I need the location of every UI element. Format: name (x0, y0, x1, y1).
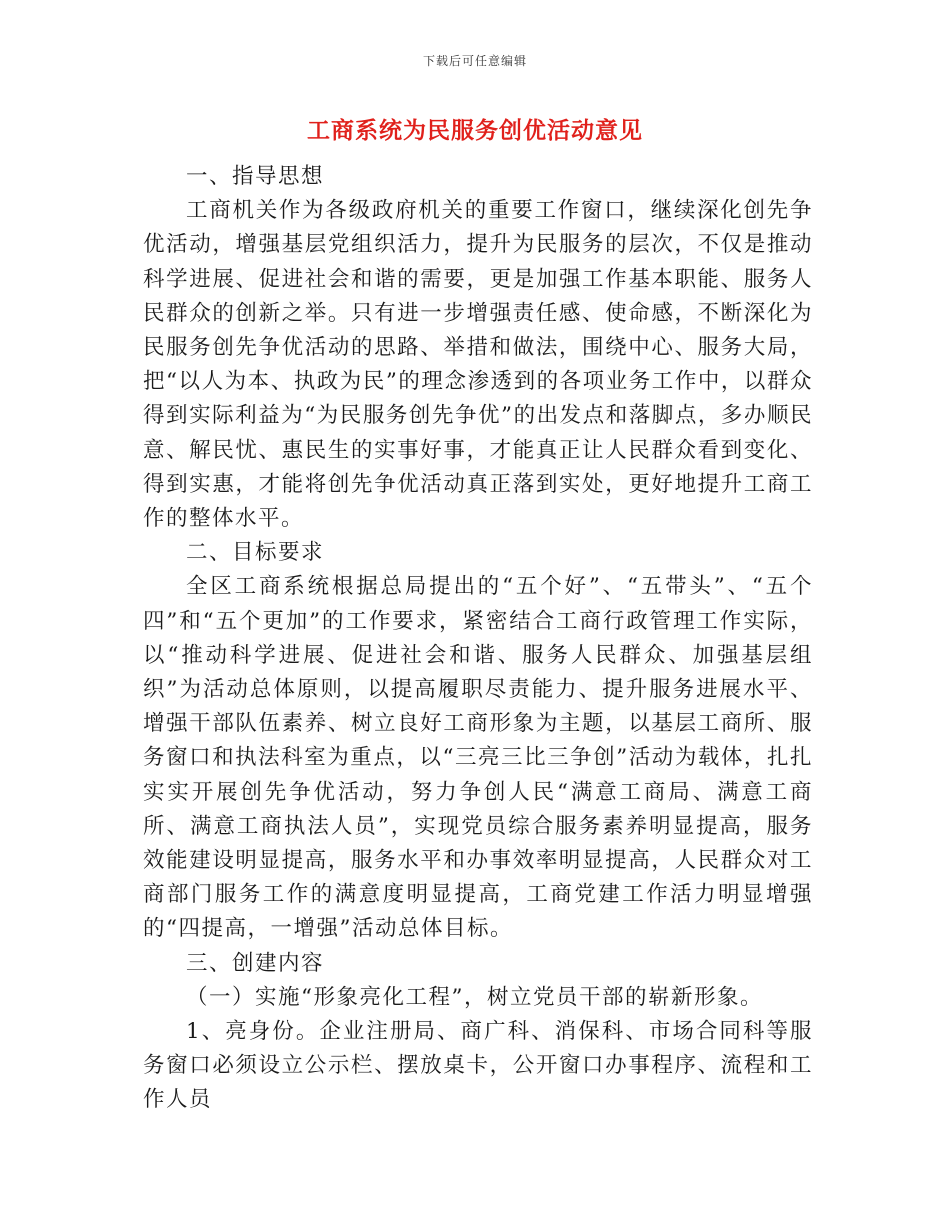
page-header: 下载后可任意编辑 (422, 54, 527, 68)
document-title: 工商系统为民服务创优活动意见 (307, 117, 643, 144)
subsection-heading-image: （一）实施“形象亮化工程”，树立党员干部的崭新形象。 (186, 984, 763, 1010)
paragraph-goals: 全区工商系统根据总局提出的“五个好”、“五带头”、“五个四”和“五个更加”的工作要求，紧密结合工商行政管理工作实际，以“推动科学进展、促进社会和谐、服务人民群众、加强基层组织”为活动总体原则，以提高履职尽责能力、提升服务进展水平、增强干部队伍素养、树立良好工商形象为主题，以基层工商所、服务窗口和执法科室为重点，以“三亮三比三争创”活动为载体，扎扎实实开展创先争优活动，努力争创人民“满意工商局、满意工商所、满意工商执法人员”，实现党员综合服务素养明显提高，服务效能建设明显提高，服务水平和办事效率明显提高，人民群众对工商部门服务工作的满意度明显提高，工商党建工作活力明显增强的“四提高，一增强”活动总体目标。 (143, 574, 813, 942)
section-heading-guiding-ideology: 一、指导思想 (186, 164, 325, 189)
section-heading-goals: 二、目标要求 (186, 540, 325, 566)
paragraph-guiding-ideology: 工商机关作为各级政府机关的重要工作窗口，继续深化创先争优活动，增强基层党组织活力，提升为民服务的层次，不仅是推动科学进展、促进社会和谐的需要，更是加强工作基本职能、服务人民群众的创新之举。只有进一步增强责任感、使命感，不断深化为民服务创先争优活动的思路、举措和做法，围绕中心、服务大局，把“以人为本、执政为民”的理念渗透到的各项业务工作中，以群众得到实际利益为“为民服务创先争优”的出发点和落脚点，多办顺民意、解民忧、惠民生的实事好事，才能真正让人民群众看到变化、得到实惠，才能将创先争优活动真正落到实处，更好地提升工商工作的整体水平。 (143, 198, 813, 532)
document-body (143, 160, 813, 1118)
section-heading-content: 三、创建内容 (186, 950, 325, 976)
paragraph-show-identity: 1、亮身份。企业注册局、商广科、消保科、市场合同科等服务窗口必须设立公示栏、摆放桌卡，公开窗口办事程序、流程和工作人员 (143, 1019, 813, 1113)
